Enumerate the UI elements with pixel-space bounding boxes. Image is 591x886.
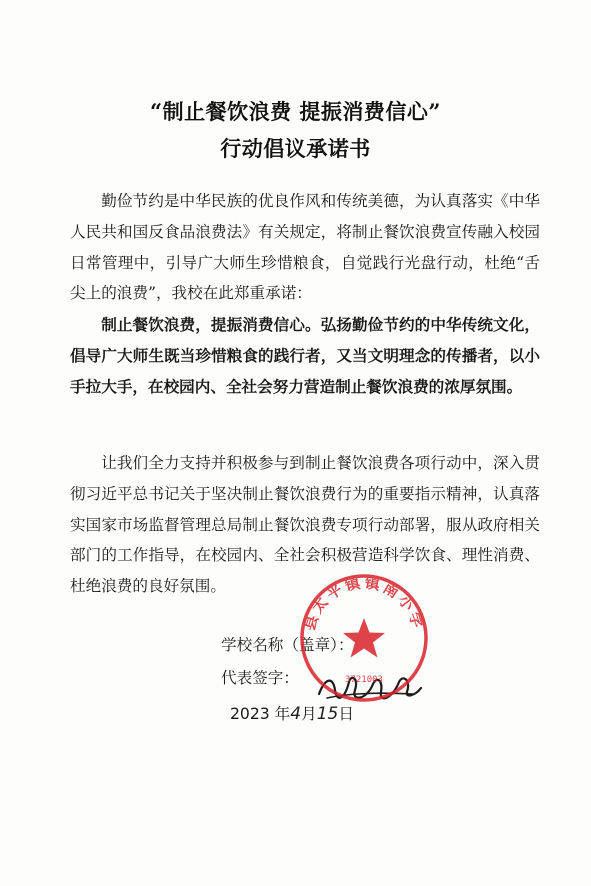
- representative-label: 代表签字：: [221, 669, 299, 687]
- paragraph-intro: 勤俭节约是中华民族的优良作风和传统美德，为认真落实《中华人民共和国反食品浪费法》有关规定，将制止餐饮浪费宣传融入校园日常管理中，引导广大师生珍惜粮食，自觉践行光盘行动，杜绝“舌尖上的浪费”，我校在此郑重承诺：: [70, 192, 540, 303]
- date-month-suffix: 月: [301, 705, 317, 723]
- seal-text-path: 县太平镇镇南小学: [300, 573, 428, 633]
- seal-number: 3721003: [345, 675, 383, 685]
- seal-star: [343, 618, 385, 658]
- official-seal: [298, 572, 430, 704]
- date-year-suffix: 年: [274, 705, 291, 723]
- date-day-suffix: 日: [338, 705, 354, 723]
- school-name-label: 学校名称（盖章）：: [221, 636, 354, 654]
- signing-date: [230, 702, 354, 724]
- date-month: 4: [290, 704, 302, 724]
- paragraph-commitment: 制止餐饮浪费，提振消费信心。弘扬勤俭节约的中华传统文化，倡导广大师生既当珍惜粮食的践行者，又当文明理念的传播者，以小手拉大手，在校园内、全社会努力营造制止餐饮浪费的浓厚氛围。: [70, 315, 540, 396]
- date-day: 15: [316, 704, 339, 724]
- document-title-line2: 行动倡议承诺书: [220, 136, 371, 161]
- paragraph-call-to-action: 让我们全力支持并积极参与到制止餐饮浪费各项行动中，深入贯彻习近平总书记关于坚决制止餐饮浪费行为的重要指示精神，认真落实国家市场监督管理总局制止餐饮浪费专项行动部署，服从政府相关部门的工作指导，在校园内、全社会积极营造科学饮食、理性消费、杜绝浪费的良好氛围。: [70, 454, 540, 596]
- date-year: 2023: [230, 705, 270, 723]
- document-title-line1: “制止餐饮浪费 提振消费信心”: [150, 99, 441, 124]
